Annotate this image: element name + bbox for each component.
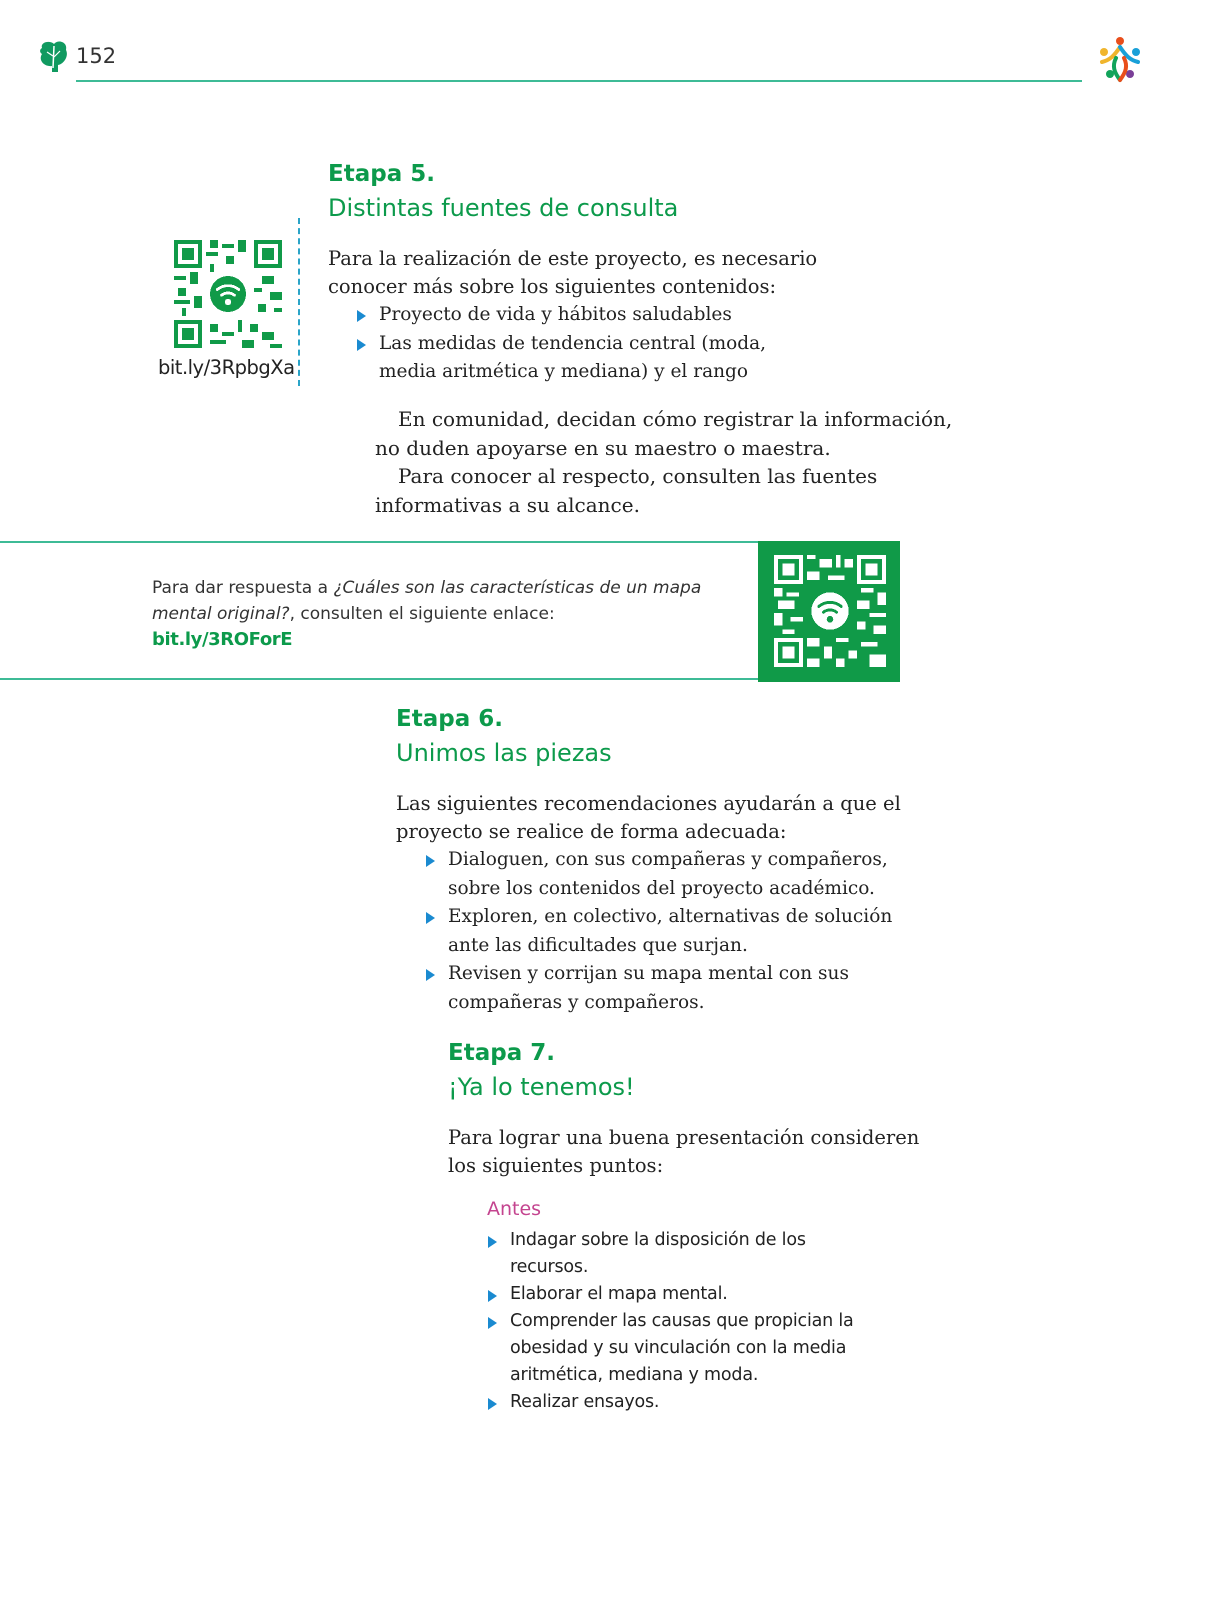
stage7-bullet-list bbox=[484, 1227, 859, 1416]
stage6-title: Unimos las piezas bbox=[396, 739, 612, 767]
stage7-intro bbox=[448, 1124, 919, 1180]
leaf-icon bbox=[36, 38, 70, 74]
qr-code-stage5[interactable] bbox=[174, 240, 282, 348]
stage5-para2-line1: En comunidad, decidan cómo registrar la información, bbox=[398, 407, 953, 431]
stage6-heading bbox=[396, 702, 612, 770]
stage5-intro bbox=[328, 245, 817, 301]
dashed-divider bbox=[298, 218, 300, 386]
stage7-bullet-3: Comprender las causas que propician la obesidad y su vinculación con la media aritmética, mediana y moda. bbox=[484, 1308, 859, 1389]
qr-link-stage5[interactable]: bit.ly/3RpbgXa bbox=[158, 356, 295, 379]
stage6-number: Etapa 6. bbox=[396, 706, 503, 732]
qr-code-callout[interactable] bbox=[774, 555, 886, 667]
link-callout bbox=[0, 541, 900, 680]
stage7-heading bbox=[448, 1036, 635, 1104]
stage5-para3-line2: informativas a su alcance. bbox=[375, 492, 640, 517]
stage6-bullet-2: Exploren, en colectivo, alternativas de solución ante las dificultades que surjan. bbox=[422, 903, 910, 960]
stage6-bullet-1: Dialoguen, con sus compañeras y compañeros, sobre los contenidos del proyecto académico. bbox=[422, 846, 910, 903]
callout-text-before: Para dar respuesta a bbox=[152, 578, 334, 598]
antes-subheading: Antes bbox=[487, 1198, 542, 1220]
stage5-paragraph-2 bbox=[375, 405, 952, 519]
callout-link[interactable]: bit.ly/3ROForE bbox=[152, 629, 293, 650]
stage6-intro-line1: Las siguientes recomendaciones ayudarán a que el bbox=[396, 792, 901, 815]
stage6-intro bbox=[396, 790, 901, 846]
stage6-intro-line2: proyecto se realice de forma adecuada: bbox=[396, 820, 787, 843]
callout-text bbox=[152, 575, 752, 653]
stage7-bullet-2: Elaborar el mapa mental. bbox=[484, 1281, 859, 1308]
stage5-para3-line1: Para conocer al respecto, consulten las fuentes bbox=[398, 464, 878, 488]
stage5-title: Distintas fuentes de consulta bbox=[328, 194, 679, 222]
stage7-intro-line1: Para lograr una buena presentación consideren bbox=[448, 1126, 920, 1149]
stage5-heading bbox=[328, 157, 678, 225]
community-logo bbox=[1094, 34, 1146, 86]
stage7-number: Etapa 7. bbox=[448, 1040, 555, 1066]
callout-qr-box bbox=[758, 541, 900, 682]
stage7-intro-line2: los siguientes puntos: bbox=[448, 1154, 664, 1177]
stage5-intro-line1: Para la realización de este proyecto, es necesario bbox=[328, 247, 818, 270]
stage5-bullet-list bbox=[353, 301, 793, 387]
stage5-bullet-2: Las medidas de tendencia central (moda, media aritmética y mediana) y el rango bbox=[353, 330, 793, 387]
callout-question: ¿Cuáles son las características de un mapa mental original? bbox=[152, 578, 702, 624]
page-number: 152 bbox=[76, 44, 117, 68]
stage7-bullet-1: Indagar sobre la disposición de los recursos. bbox=[484, 1227, 859, 1281]
stage5-bullet-1: Proyecto de vida y hábitos saludables bbox=[353, 301, 793, 330]
stage7-title: ¡Ya lo tenemos! bbox=[448, 1073, 635, 1101]
stage7-bullet-4: Realizar ensayos. bbox=[484, 1389, 859, 1416]
callout-text-after: , consulten el siguiente enlace: bbox=[289, 604, 555, 624]
stage5-number: Etapa 5. bbox=[328, 161, 435, 187]
stage5-intro-line2: conocer más sobre los siguientes contenidos: bbox=[328, 275, 777, 298]
stage6-bullet-3: Revisen y corrijan su mapa mental con sus compañeras y compañeros. bbox=[422, 960, 910, 1017]
stage6-bullet-list bbox=[422, 846, 910, 1017]
stage5-para2-line2: no duden apoyarse en su maestro o maestra. bbox=[375, 435, 831, 460]
header-rule bbox=[76, 80, 1082, 82]
